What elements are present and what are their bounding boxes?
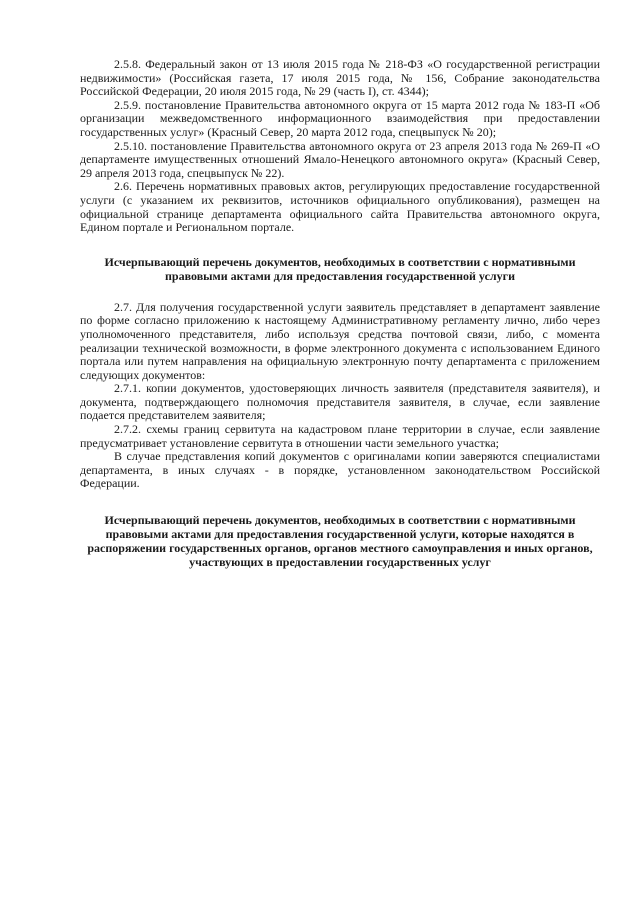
paragraph-copies: В случае представления копий документов с оригиналами копии заверяются специалистами департамента, в иных случаях - в порядке, установленном законодательством Российской Федерации. xyxy=(80,449,600,491)
paragraph-2-5-10: 2.5.10. постановление Правительства автономного округа от 23 апреля 2013 года № 269-П «О департаменте имущественных отношений Ямало-Ненецкого автономного округа» (Красный Север, 29 апреля 2013 года, спецвыпуск № 22). xyxy=(80,138,600,180)
spacer xyxy=(80,283,600,301)
section-heading-interagency-documents: Исчерпывающий перечень документов, необходимых в соответствии с нормативными правовыми актами для предоставления государственной услуги, которые находятся в распоряжении государственных органов, органов местного самоуправления и иных органов, участвующих в предоставлении государственных услуг xyxy=(87,513,593,570)
spacer xyxy=(80,491,600,513)
paragraph-2-7: 2.7. Для получения государственной услуги заявитель представляет в департамент заявление по форме согласно приложению к настоящему Административному регламенту лично, либо через уполномоченного представителя, либо используя средства почтовой связи, либо, с момента реализации технической возможности, в форме электронного документа с использованием Единого портала или путем направления на официальную электронную почту департамента с приложением следующих документов: xyxy=(80,299,600,382)
section-documents xyxy=(80,301,600,491)
document-page xyxy=(80,58,600,569)
paragraph-2-6: 2.6. Перечень нормативных правовых актов, регулирующих предоставление государственной услуги (с указанием их реквизитов, источников официального опубликования), размещен на официальной странице департамента официального сайта Правительства автономного округа, Едином портале и Региональном портале. xyxy=(80,179,600,235)
section-legal-acts xyxy=(80,58,600,235)
section-heading-documents: Исчерпывающий перечень документов, необходимых в соответствии с нормативными правовыми актами для предоставления государственной услуги xyxy=(104,254,576,283)
paragraph-2-7-1: 2.7.1. копии документов, удостоверяющих личность заявителя (представителя заявителя), и документа, подтверждающего полномочия представителя заявителя, в случае, если заявление подается представителем заявителя; xyxy=(80,381,600,423)
paragraph-2-5-8: 2.5.8. Федеральный закон от 13 июля 2015 года № 218-ФЗ «О государственной регистрации недвижимости» (Российская газета, 17 июля 2015 года, № 156, Собрание законодательства Российской Федерации, 20 июля 2015 года, № 29 (часть I), ст. 4344); xyxy=(80,57,600,99)
paragraph-2-7-2: 2.7.2. схемы границ сервитута на кадастровом плане территории в случае, если заявление предусматривает установление сервитута в отношении части земельного участка; xyxy=(80,422,600,450)
spacer xyxy=(80,235,600,255)
paragraph-2-5-9: 2.5.9. постановление Правительства автономного округа от 15 марта 2012 года № 183-П «Об организации межведомственного информационного взаимодействия при предоставлении государственных услуг» (Красный Север, 20 марта 2012 года, спецвыпуск № 20); xyxy=(80,97,600,139)
